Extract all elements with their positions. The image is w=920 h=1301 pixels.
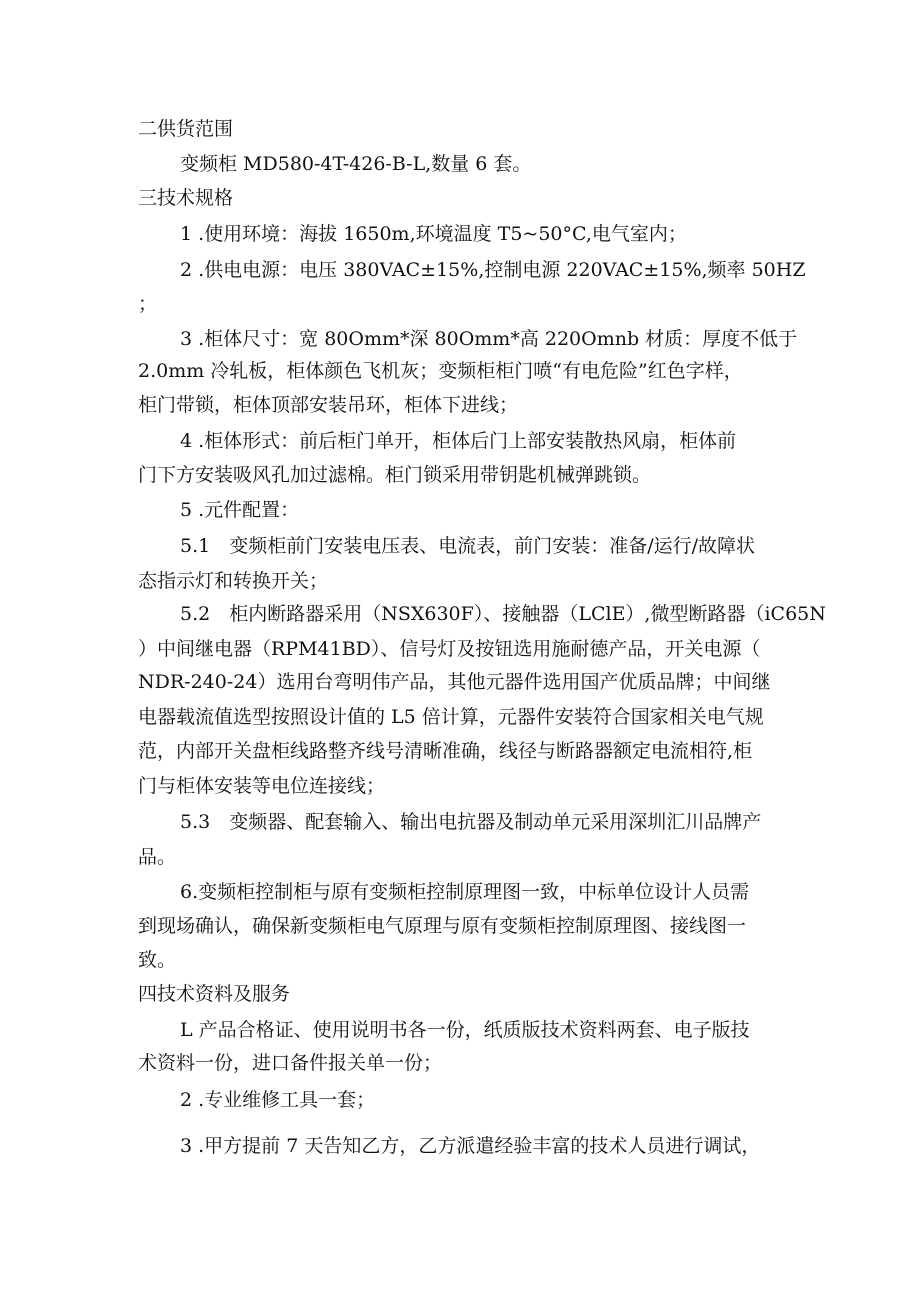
- paragraph-line: 1 .使用环境：海拔 1650m,环境温度 T5~50°C,电气室内；: [180, 223, 687, 245]
- paragraph-line: 5 .元件配置：: [180, 499, 300, 521]
- paragraph-line: 2 .专业维修工具一套；: [180, 1089, 376, 1111]
- section-heading-tech-spec: 三技术规格: [138, 187, 234, 209]
- paragraph-line: 5.1 变频柜前门安装电压表、电流表，前门安装：准备/运行/故障状: [180, 535, 756, 557]
- paragraph-line: 门下方安装吸风孔加过滤棉。柜门锁采用带钥匙机械弹跳锁。: [138, 464, 652, 486]
- paragraph-line: 2.0mm 冷轧板，柜体颜色飞机灰；变频柜柜门喷“有电危险”红色字样，: [138, 360, 743, 382]
- paragraph-line: 门与柜体安装等电位连接线；: [138, 775, 386, 797]
- paragraph-line: 范，内部开关盘柜线路整齐线号清晰准确，线径与断路器额定电流相符,柜: [138, 740, 753, 762]
- section-heading-supply-scope: 二供货范围: [138, 118, 234, 140]
- paragraph-line: 品。: [138, 846, 177, 868]
- paragraph-line: ）中间继电器（RPM41BD）、信号灯及按钮选用施耐德产品，开关电源（: [138, 638, 761, 660]
- paragraph-line: 到现场确认，确保新变频柜电气原理与原有变频柜控制原理图、接线图一: [138, 915, 747, 937]
- paragraph-line: ；: [138, 293, 158, 315]
- paragraph-line: 4 .柜体形式：前后柜门单开，柜体后门上部安装散热风扇，柜体前: [180, 430, 737, 452]
- paragraph-line: 态指示灯和转换开关；: [138, 570, 329, 592]
- paragraph-line: L 产品合格证、使用说明书各一份，纸质版技术资料两套、电子版技: [180, 1019, 750, 1041]
- paragraph-line: 6.变频柜控制柜与原有变频柜控制原理图一致，中标单位设计人员需: [180, 881, 750, 903]
- paragraph-line: 变频柜 MD580-4T-426-B-L,数量 6 套。: [180, 153, 532, 175]
- paragraph-line: NDR-240-24）选用台弯明伟产品，其他元器件选用国产优质品牌；中间继: [138, 671, 771, 693]
- section-heading-tech-docs: 四技术资料及服务: [138, 983, 291, 1005]
- paragraph-line: 术资料一份，进口备件报关单一份；: [138, 1052, 443, 1074]
- paragraph-line: 柜门带锁，柜体顶部安装吊环，柜体下进线；: [138, 394, 519, 416]
- paragraph-line: 3 .甲方提前 7 天告知乙方，乙方派遣经验丰富的技术人员进行调试，: [180, 1135, 761, 1157]
- paragraph-line: 5.3 变频器、配套输入、输出电抗器及制动单元采用深圳汇川品牌产: [180, 811, 762, 833]
- paragraph-line: 2 .供电电源：电压 380VAC±15%,控制电源 220VAC±15%,频率 50HZ: [180, 259, 806, 281]
- paragraph-line: 电器载流值选型按照设计值的 L5 倍计算，元器件安装符合国家相关电气规: [138, 706, 764, 728]
- paragraph-line: 3 .柜体尺寸：宽 80Omm*深 80Omm*高 220Omnb 材质：厚度不低于: [180, 328, 798, 350]
- paragraph-line: 5.2 柜内断路器采用（NSX630F）、接触器（LClE）,微型断路器（iC65N: [180, 603, 826, 625]
- paragraph-line: 致。: [138, 949, 177, 971]
